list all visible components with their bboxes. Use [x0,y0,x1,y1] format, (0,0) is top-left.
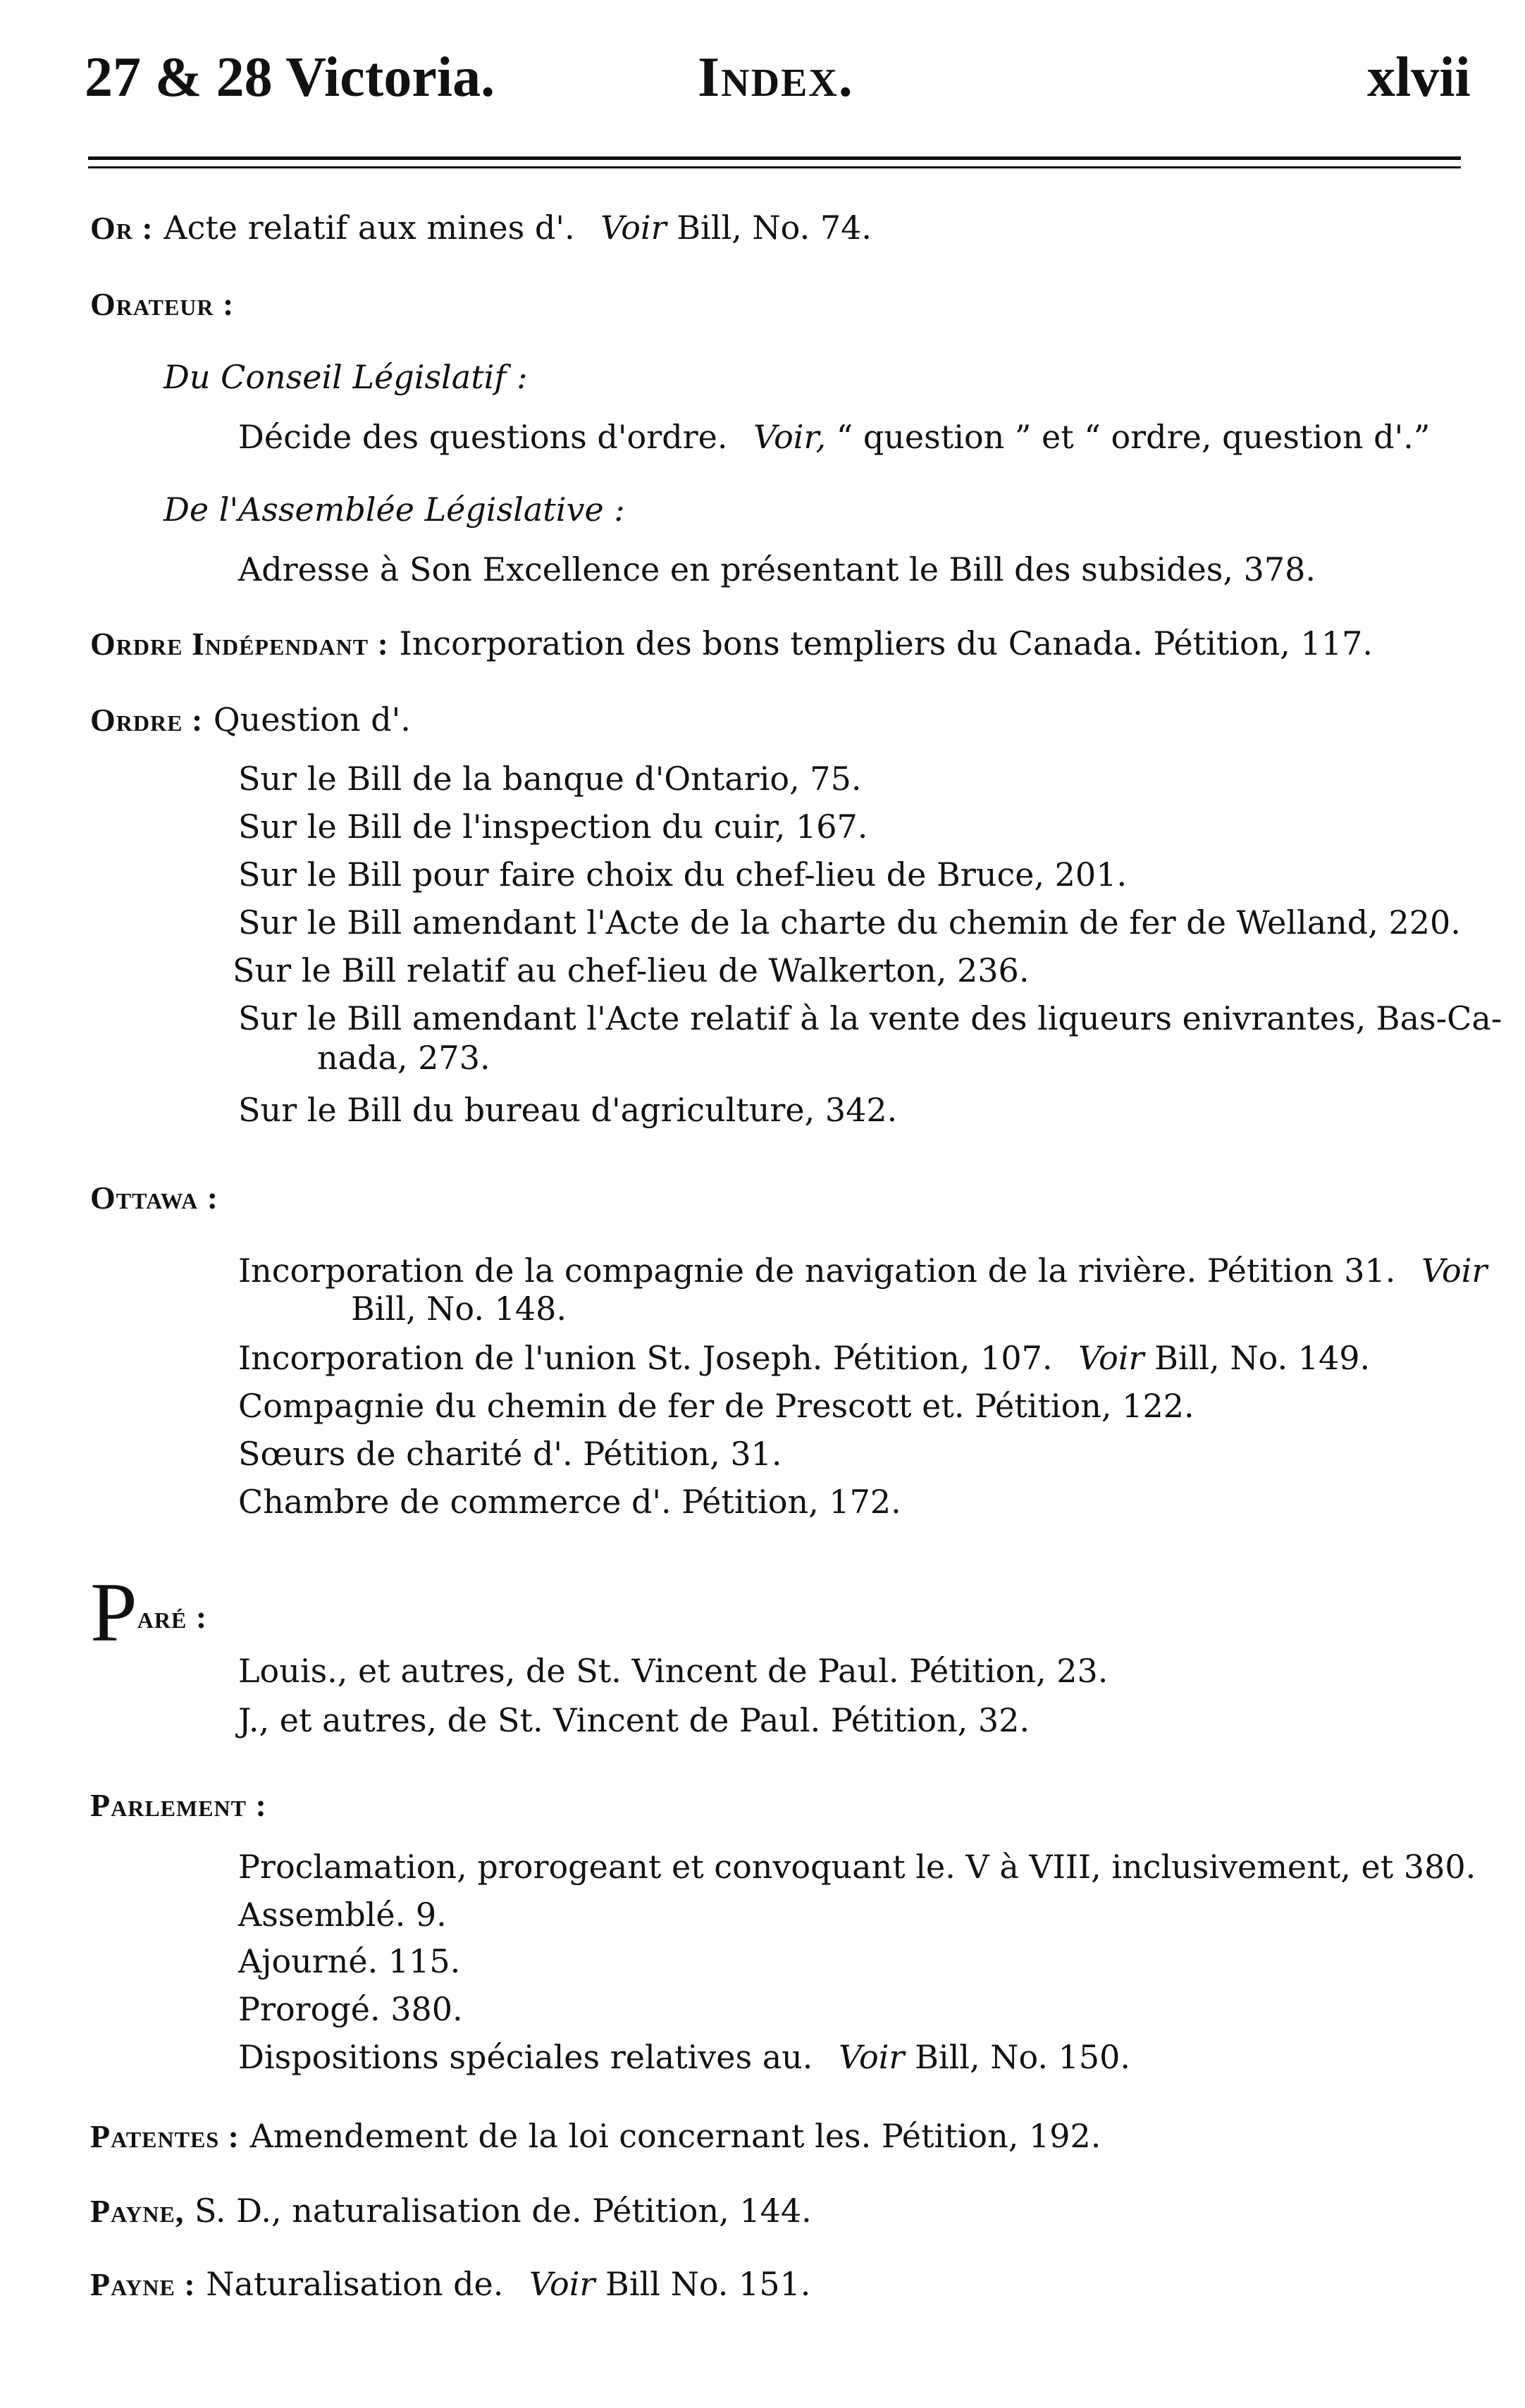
entry-text: Amendement de la loi concernant les. Pétition, 192. [249,2117,1101,2155]
ordre-item: Sur le Bill pour faire choix du chef-lieu de Bruce, 201. [238,856,1128,894]
entry-heading: Orateur : [90,286,235,322]
voir-label: Voir [1078,1339,1144,1377]
entry-ordre-independant [90,624,1373,662]
entry-orateur-heading [90,288,234,321]
entry-ref: Bill No. 151. [605,2265,811,2303]
item-ref: Bill, No. 150. [915,2038,1131,2076]
voir-label: Voir [529,2265,595,2303]
ordre-item: Sur le Bill amendant l'Acte relatif à la vente des liqueurs enivrantes, Bas-Ca- [238,999,1502,1037]
orateur-item-ordre [238,418,1431,456]
entry-heading: Ordre : [90,702,204,738]
pare-item: Louis., et autres, de St. Vincent de Paul. Pétition, 23. [238,1652,1109,1690]
entry-ordre [90,700,411,739]
parlement-item-dispositions [238,2038,1131,2076]
item-text: Incorporation de l'union St. Joseph. Pétition, 107. [238,1339,1053,1377]
running-head-title: Index. [698,47,854,109]
entry-heading: Ottawa : [90,1180,219,1216]
entry-payne-bill [90,2265,811,2303]
entry-heading: Payne, [90,2193,185,2229]
entry-heading: Patentes : [90,2118,240,2154]
ordre-item: Sur le Bill relatif au chef-lieu de Walkerton, 236. [233,951,1030,989]
ordre-item-continuation: nada, 273. [317,1039,490,1077]
orateur-subheading-assemblee: De l'Assemblée Législative : [163,490,625,529]
entry-pare-heading [90,1557,208,1659]
entry-heading: aré : [137,1599,208,1635]
entry-ref: Bill, No. 74. [677,209,872,247]
parlement-item: Assemblé. 9. [238,1896,447,1934]
entry-payne-petition [90,2194,812,2228]
entry-text: S. D., naturalisation de. Pétition, 144. [194,2192,812,2230]
voir-label: Voir [600,209,667,247]
item-text: Dispositions spéciales relatives au. [238,2038,813,2076]
item-text: Décide des questions d'ordre. [238,418,728,456]
ordre-item: Sur le Bill de l'inspection du cuir, 167. [238,808,868,846]
ottawa-item-soeurs: Sœurs de charité d'. Pétition, 31. [238,1435,782,1473]
item-ref: Bill, No. 149. [1154,1339,1371,1377]
ordre-item: Sur le Bill de la banque d'Ontario, 75. [238,760,862,798]
entry-text: Question d'. [213,700,411,739]
ordre-item: Sur le Bill amendant l'Acte de la charte du chemin de fer de Welland, 220. [238,903,1461,941]
entry-heading: Ordre Indépendant : [90,626,389,662]
orateur-subheading-conseil: Du Conseil Législatif : [163,358,528,396]
entry-parlement-heading [90,1789,267,1822]
entry-ottawa-heading [90,1181,218,1214]
item-ref: “ question ” et “ ordre, question d'.” [836,418,1431,456]
ottawa-item-chambre: Chambre de commerce d'. Pétition, 172. [238,1483,901,1521]
item-text: Incorporation de la compagnie de navigation de la rivière. Pétition 31. [238,1252,1396,1290]
ottawa-item-prescott: Compagnie du chemin de fer de Prescott et. Pétition, 122. [238,1387,1194,1425]
voir-label: Voir [839,2038,905,2076]
ottawa-item-navigation-ref: Bill, No. 148. [351,1290,567,1328]
entry-or [90,211,872,245]
entry-heading: Parlement : [90,1787,267,1823]
entry-heading: Or : [90,210,154,246]
pare-item: J., et autres, de St. Vincent de Paul. Pétition, 32. [238,1701,1030,1739]
ottawa-item-navigation [238,1252,1488,1290]
orateur-item-adresse: Adresse à Son Excellence en présentant le Bill des subsides, 378. [238,550,1316,588]
parlement-item: Prorogé. 380. [238,1990,463,2028]
drop-initial: P [90,1565,137,1659]
parlement-item: Proclamation, prorogeant et convoquant le. V à VIII, inclusivement, et 380. [238,1848,1476,1886]
entry-text: Incorporation des bons templiers du Canada. Pétition, 117. [399,624,1373,662]
ordre-item: Sur le Bill du bureau d'agriculture, 342. [238,1091,898,1129]
entry-patentes [90,2117,1101,2155]
entry-text: Acte relatif aux mines d'. [163,209,575,247]
parlement-item: Ajourné. 115. [238,1942,461,1980]
ottawa-item-st-joseph [238,1339,1371,1377]
page-number: xlvii [1367,47,1471,109]
entry-heading: Payne : [90,2266,196,2302]
entry-text: Naturalisation de. [206,2265,504,2303]
running-head-session: 27 & 28 Victoria. [85,47,495,109]
voir-label: Voir [1421,1252,1488,1290]
voir-label: Voir, [753,418,827,456]
